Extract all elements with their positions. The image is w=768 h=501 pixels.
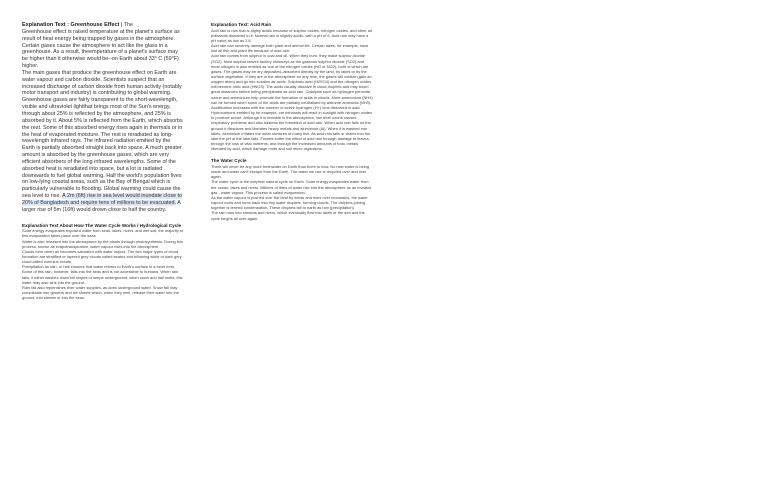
water-cycle-how-section	[22, 223, 184, 301]
greenhouse-paragraph-3-start: Greenhouse gases are fairly transparent to the short-wavelength, visible and ultraviolet lightthat brings most of the Sun's energy, through about 25% is reflected by the atmosphere, and 25% is absorbed by it. About 5% is reflected from the Earth, which absorbs the rest. Some of this absorbed energy rises again in thermals or in the heat of evaporated moisture. The rest is reradiated as long-wavelength infrared rays. The infrared radiation emitted by the Earth is partially absorbed straight back into space. A much greater amount is absorbed by the greenhouse gases, which are very efficient absorbers of the long infrared wavelengths. Some of the absorbed heat is reradiated into space, but a lot is radiated downwards to fuel global warming. Half the world's population lives on low-lying coastal areas, such as the Bay of Bengal which is particularly vulnerable to flooding. Global warming could cause the sea level to rise.	[22, 97, 183, 200]
greenhouse-title-line	[22, 22, 184, 29]
right-column	[211, 22, 373, 221]
greenhouse-paragraph-2: The main gases that produce the greenhouse effect on Earth are water vapour and carbon dioxide. Scientists suspect that an increased discharge of carbon dioxide from human activity (notably motor transport and industry) is contributing to global warming.	[22, 69, 182, 97]
section-gap	[211, 151, 373, 158]
section-gap	[22, 214, 184, 223]
greenhouse-paragraph-3-end: A larger rise of 5m (16ft) would drown close to half the country.	[22, 199, 181, 213]
water-cycle-how-paragraph: Precipitation as rain, or hail ensures that water returns to Earth's surface in a fresh form. Some of this rain, however, falls into the seas and is not accessible to humans. When rain falls, it either washes down hill slopes or seeps underground; when snow and hail melts, this water may also sink into the ground.	[22, 264, 183, 285]
water-cycle-how-paragraph: Clouds form when air becomes saturated with water vapour. The two major types of cloud formation are stratified or layered grey clouds called stratus and billowing white or dark grey cloud called cumulus clouds.	[22, 248, 182, 265]
water-cycle-how-paragraph: Water is also released into the atmosphere by the plants through photosynthesis. During this process, known as evapotranspiration, water vapour rises into the atmosphere.	[22, 238, 183, 249]
greenhouse-title-suffix: | The	[119, 22, 133, 28]
acid-rain-section	[211, 22, 373, 151]
acid-rain-paragraph: Acid rain comes from sulphur in coal and oil. When they burn, they make sulphur dioxide (SO2). Most sulphur leaves factory chimneys as the gaseous sulphur dioxide (SO2) and most nitrogen is also emitted as one of the nitrogen oxides (NO or NO2), both of which are gases. The gases may be dry deposited--absorbed directly by the land, by lakes or by the surface vegetation. If they are in the atmosphere for any time, the gases will oxidize (gain an oxygen atom) and go into solution as acids. Sulphuric acid (H2SO4) and the nitrogen oxides will become nitric acid (HNO3). The acids usually dissolve in cloud droplets and may travel great distances before being precipitated as acid rain. Catalysts such as hydrogen peroxide, ozone and ammonium help promote the formation of acids in clouds. More ammonium (NH4) can be formed when some of the acids are partially neutralised by airborne ammonia (NH3). Acidification increases with the number of active hydrogen (H+) ions dissolved in acid. Hydrocarbons emitted by for example, car exhausts will react in sunlight with nitrogen oxides to produce ozone. Although it is invisible in the atmosphere, low level ozone causes respiratory problems and also hastens the formation of acid rain. When acid rain falls on the ground it dissolves and liberates heavy metals and aluminium (Al). When it is washed into lakes, aluminium irritates the outer surfaces of many fish. As acid rain falls or drains into the lake the pH of the lake falls. Forests suffer the effect of acid rain through damage to leaves, through the loss of vital nutrients, and through the increased amounts of toxic metals liberated by acid, which damage roots and soil micro organisms.	[211, 53, 373, 152]
greenhouse-section	[22, 22, 184, 214]
water-cycle-how-title: Explanation Text About How The Water Cycle Works / Hydrological Cycle	[22, 222, 182, 228]
greenhouse-title: Explanation Text : Greenhouse Effect	[22, 22, 120, 28]
greenhouse-paragraph-3	[22, 97, 184, 213]
acid-rain-paragraph: Acid rain can severely damage both plant and animal life. Certain lakes, for example, have lost all fish and plant life because of acid rain.	[211, 43, 369, 54]
water-cycle-how-paragraph: Rain fall also replenishes river water supplies, as does underground water. Snow fall may consolidate into glaciers and ice sheets which, when they melt, release their water into the ground, into stream or into the seas.	[22, 284, 179, 301]
water-cycle-how-paragraph: Solar energy evaporates exposed water from seas, lakes, rivers, and wet soil; the majority of this evaporation takes place over the seas.	[22, 228, 184, 239]
water-cycle-paragraph: There will never be any more freshwater on Earth than there is now. No new water is being made and water can't escape from the Earth. The water we use is recycled over and over again.	[211, 163, 370, 180]
selected-text-highlight[interactable]: A 2m (6ft) rise in sea level would inundate close to 20% of Bangladesh and require tens of millions to be evacuated.	[22, 193, 183, 206]
water-cycle-paragraph: As the water vapour is pushed over the land by winds and rises over mountains, the water vapour cools and turns back into tiny water droplets, forming clouds. The droplets joining together is termed condensation. These droplets fall to earth as rain (precipitation).	[211, 194, 368, 211]
water-cycle-paragraph: The water cycle is the simplest natural cycle on Earth. Solar energy evaporates water from the ocean, lakes and rivers. Millions of litres of water rise into the atmosphere as an invisible gas - water vapour. This process is called evaporation.	[211, 179, 372, 195]
water-cycle-paragraph: The rain runs into streams and rivers, which eventually flow into lakes or the sea and the cycle begins all over again.	[211, 210, 365, 221]
acid-rain-title: Explanation Text: Acid Rain	[211, 22, 272, 27]
greenhouse-paragraph-1: Greenhouse effect is raised temperature at the planet's surface as result of heat energy being trapped by gases in the atmosphere. Certain gases cause the atmosphere to act like the glass in a greenhouse. As a result, theemperature of a planet's surface may be higher than it otherwise would be--on Earth about 33° C (59°F) higher.	[22, 28, 180, 70]
water-cycle-title: The Water Cycle	[211, 158, 247, 164]
acid-rain-paragraph: Acid rain is rain that is highly acidic because of sulphur oxides, nitrogen oxides, and other air pollutants dissolved in it. Normal rain is slightly acidic, with a pH of 6. Acid rain may have a pH value as low as 2.8.	[211, 27, 373, 43]
water-cycle-section	[211, 158, 373, 220]
left-column	[22, 22, 184, 300]
